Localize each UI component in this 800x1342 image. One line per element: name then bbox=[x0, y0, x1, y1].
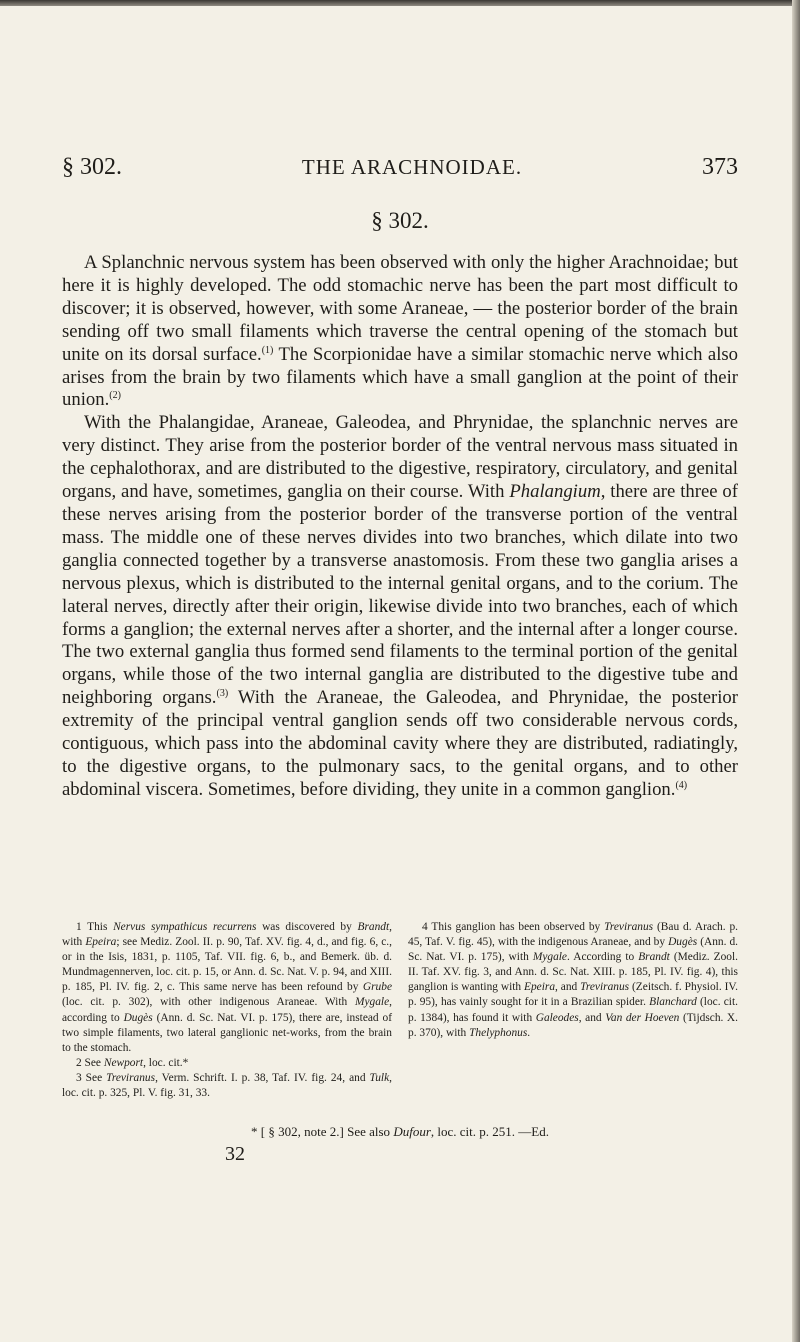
fn1-i5: Mygale bbox=[354, 996, 390, 1009]
fn3-c: , loc. cit. p. 325, Pl. V. fig. 31, 33. bbox=[62, 1071, 392, 1100]
note-ref-1: (1) bbox=[261, 344, 274, 356]
footnotes-right-column bbox=[408, 920, 738, 1101]
fn4-i10: Thelyphonus bbox=[469, 1026, 528, 1039]
fn4-i8: Galeodes bbox=[535, 1011, 579, 1024]
paragraph-1 bbox=[62, 252, 738, 412]
note-ref-3: (3) bbox=[216, 687, 229, 699]
fn4-i9: Van der Hoeven bbox=[605, 1011, 680, 1024]
editor-note-b: , loc. cit. p. 251. —Ed. bbox=[430, 1124, 549, 1139]
fn1-g: (Ann. d. Sc. Nat. VI. p. 175), there are, instead of two simple filaments, two lateral ganglionic net-works, from the brain to the stomach. bbox=[62, 1011, 393, 1054]
signature-mark: 32 bbox=[225, 1143, 245, 1165]
fn4-h: (loc. cit. p. 1384), has found it with bbox=[408, 996, 738, 1024]
fn4-a: 4 This ganglion has been observed by bbox=[422, 921, 605, 933]
fn4-i: , and bbox=[578, 1011, 606, 1024]
fn1-a: 1 This bbox=[76, 921, 114, 933]
footnote-2 bbox=[62, 1056, 392, 1071]
fn1-i4: Grube bbox=[362, 981, 392, 994]
main-body bbox=[62, 252, 738, 802]
note-ref-4: (4) bbox=[675, 779, 688, 791]
fn2-a: 2 See bbox=[76, 1056, 104, 1069]
page-top-edge bbox=[0, 0, 800, 6]
fn4-i2: Dugès bbox=[668, 936, 698, 949]
page-number: 373 bbox=[702, 154, 738, 180]
fn4-i6: Treviranus bbox=[580, 981, 630, 994]
fn2-i: Newport bbox=[103, 1056, 144, 1069]
paragraph-2-italic: Phalangium bbox=[509, 481, 601, 503]
fn4-i1: Treviranus bbox=[604, 921, 654, 933]
fn1-d: ; see Mediz. Zool. II. p. 90, Taf. XV. fig. 4, d., and fig. 6, c., or in the Isis, 1831, p. 1105, Taf. VII. fig. 6, b., and Bemerk. üb. d. Mundmagennerven, loc. cit. p. 15, or Ann. d. Sc. Nat. V. p. 94, and XIII. p. 185, Pl. IV. fig. 2, c. This same nerve has been refound by bbox=[62, 936, 392, 994]
fn3-i: Treviranus bbox=[106, 1071, 156, 1084]
running-head-title: THE ARACHNOIDAE. bbox=[301, 155, 523, 179]
editor-note-a: * [ § 302, note 2.] See also bbox=[251, 1124, 394, 1139]
fn1-f: , according to bbox=[62, 996, 392, 1024]
fn4-i5: Epeira bbox=[524, 981, 556, 994]
fn4-i4: Brandt bbox=[638, 951, 670, 964]
footnotes-left-column bbox=[62, 920, 392, 1101]
fn4-j: (Tijdsch. X. p. 370), with bbox=[408, 1011, 739, 1039]
fn1-e: (loc. cit. p. 302), with other indigenous Araneae. With bbox=[62, 996, 355, 1009]
footnote-4 bbox=[408, 920, 738, 1041]
footnote-3 bbox=[62, 1071, 392, 1101]
fn4-c: (Ann. d. Sc. Nat. VI. p. 175), with bbox=[408, 936, 739, 964]
fn1-i6: Dugès bbox=[123, 1011, 153, 1024]
fn4-i7: Blanchard bbox=[649, 996, 697, 1009]
fn4-i3: Mygale bbox=[532, 951, 567, 964]
paragraph-2-text-c: With the Araneae, the Galeodea, and Phrynidae, the posterior extremity of the principal ventral ganglion sends off two considerable nervous cords, contiguous, which pass into the abdominal cavity where they are distributed, radiatingly, to the digestive organs, to the pulmonary sacs, to the genital organs, and to other abdominal viscera. Sometimes, before dividing, they unite in a common ganglion. bbox=[62, 687, 738, 800]
paragraph-2-text-a: With the Phalangidae, Araneae, Galeodea, and Phrynidae, the splanchnic nerves are very distinct. They arise from the posterior border of the ventral nervous mass situated in the cephalothorax, and are distributed to the digestive, respiratory, circulatory, and genital organs, and have, sometimes, ganglia on their course. With bbox=[62, 412, 738, 503]
fn1-i2: Brandt bbox=[357, 921, 390, 933]
note-ref-2: (2) bbox=[109, 390, 121, 402]
paragraph-2-text-b: , there are three of these nerves arising from the posterior border of the transverse portion of the ventral mass. The middle one of these nerves divides into two branches, which dilate into two ganglia connected together by a transverse anastomosis. From these two ganglia arises a nervous plexus, which is distributed to the internal genital organs, and to the corium. The lateral nerves, directly after their origin, likewise divide into two branches, each of which forms a ganglion; the external nerves after a shorter, and the internal after a longer course. The two external ganglia thus formed send filaments to the terminal portion of the genital organs, while those of the two internal ganglia are distributed to the digestive tube and neighboring organs. bbox=[62, 481, 738, 709]
editor-note-italic: Dufour bbox=[393, 1124, 431, 1139]
fn4-f: , and bbox=[555, 981, 581, 994]
fn3-i2: Tulk bbox=[369, 1071, 390, 1084]
fn4-d: . According to bbox=[566, 951, 639, 964]
paragraph-2 bbox=[62, 412, 738, 801]
fn1-c: , with bbox=[62, 921, 392, 949]
footnotes bbox=[62, 920, 738, 1101]
page-right-edge bbox=[792, 0, 800, 1342]
fn3-a: 3 See bbox=[76, 1071, 107, 1084]
fn4-g: (Zeitsch. f. Physiol. IV. p. 95), has vainly sought for it in a Brazilian spider. bbox=[408, 981, 738, 1009]
fn3-b: , Verm. Schrift. I. p. 38, Taf. IV. fig. 24, and bbox=[155, 1071, 370, 1084]
running-head-section: § 302. bbox=[62, 154, 122, 180]
footnote-1 bbox=[62, 920, 392, 1056]
fn1-i3: Epeira bbox=[85, 936, 117, 949]
fn4-e: (Mediz. Zool. II. Taf. XV. fig. 3, and Ann. d. Sc. Nat. XIII. p. 185, Pl. IV. fig. 4), this ganglion is wanting with bbox=[408, 951, 738, 994]
fn4-b: (Bau d. Arach. p. 45, Taf. V. fig. 45), with the indigenous Araneae, and by bbox=[408, 921, 738, 949]
fn4-k: . bbox=[527, 1026, 531, 1039]
fn2-b: , loc. cit.* bbox=[143, 1056, 189, 1069]
paragraph-1-text-a: A Splanchnic nervous system has been observed with only the higher Arachnoidae; but here it is highly developed. The odd stomachic nerve has been the part most difficult to discover; it is observed, however, with some Araneae, — the posterior border of the brain sending off two small filaments which traverse the central opening of the stomach but unite on its dorsal surface. bbox=[62, 252, 738, 365]
editor-note bbox=[0, 1124, 800, 1140]
section-heading: § 302. bbox=[371, 208, 429, 233]
fn1-i1: Nervus sympathicus recurrens bbox=[113, 921, 257, 933]
fn1-b: was discovered by bbox=[256, 921, 358, 933]
paragraph-1-text-b: The Scorpionidae have a similar stomachic nerve which also arises from the brain by two filaments which have a small ganglion at the point of their union. bbox=[62, 343, 739, 411]
running-head bbox=[62, 154, 738, 184]
